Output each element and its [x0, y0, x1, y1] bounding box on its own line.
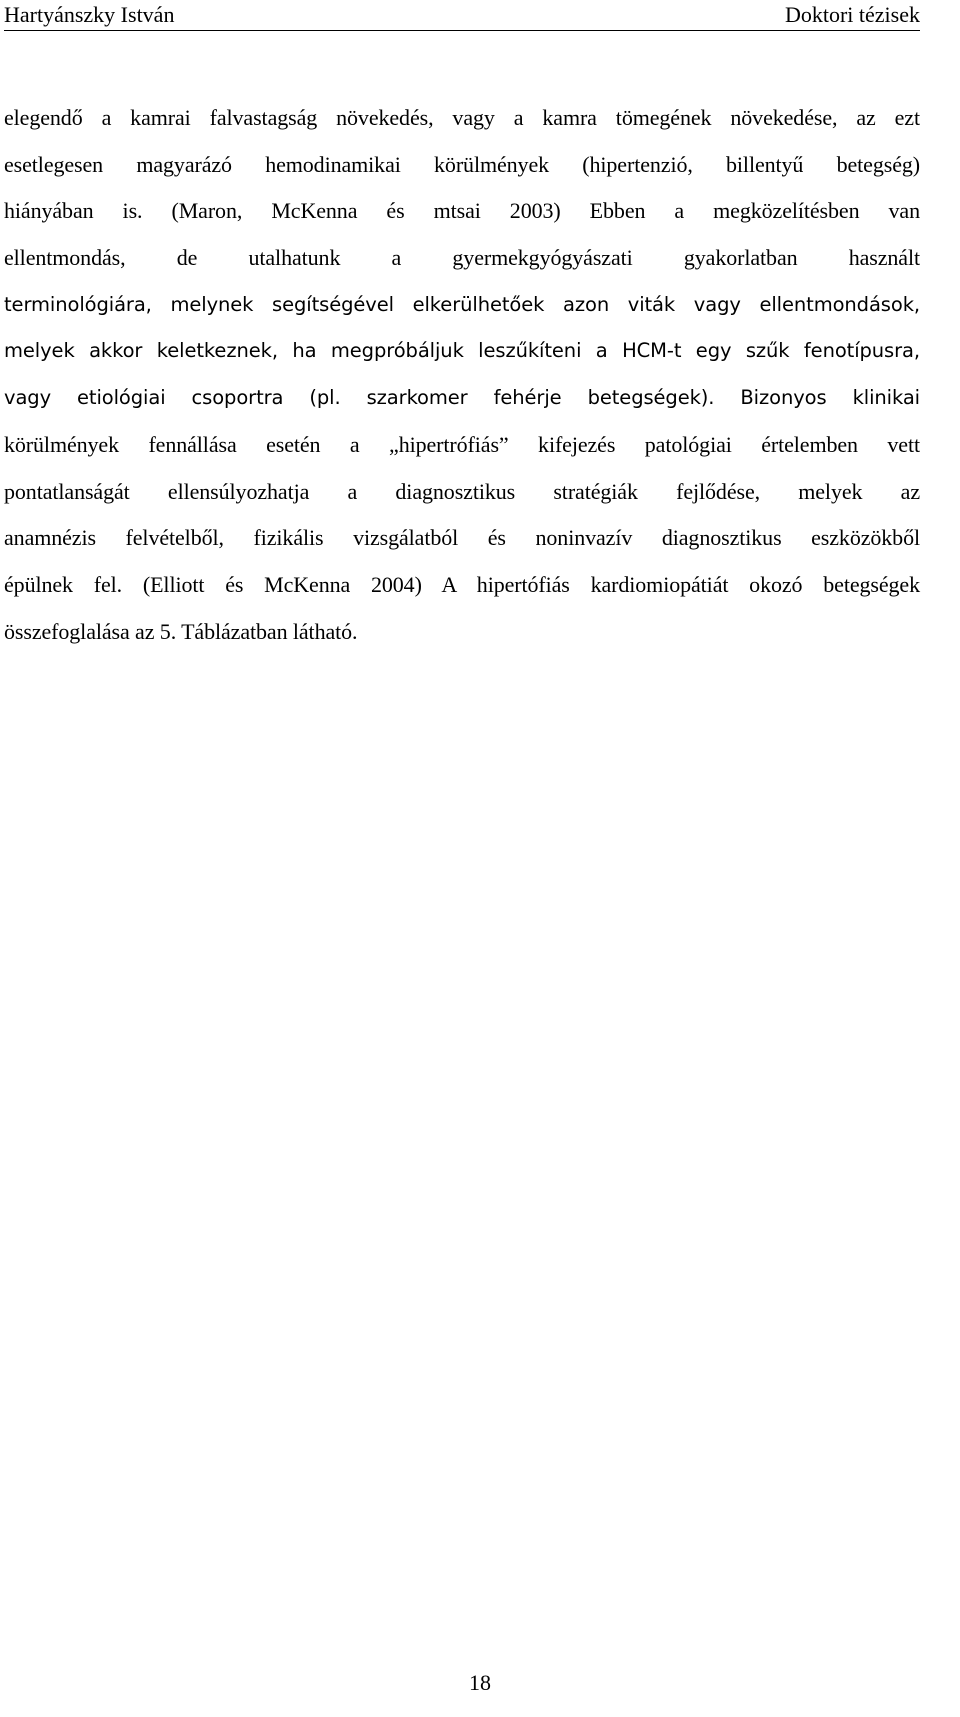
running-header	[4, 0, 920, 31]
paragraph-line: pontatlanságát ellensúlyozhatja a diagnosztikus stratégiák fejlődése, melyek az	[4, 478, 920, 504]
page-number: 18	[469, 1670, 491, 1695]
paragraph-line: elegendő a kamrai falvastagság növekedés, vagy a kamra tömegének növekedése, az ezt	[4, 105, 920, 130]
body-paragraph	[4, 101, 920, 661]
paragraph-line: anamnézis felvételből, fizikális vizsgálatból és noninvazív diagnosztikus eszközökből	[4, 525, 920, 551]
paragraph-line: ellentmondás, de utalhatunk a gyermekgyógyászati gyakorlatban használt	[4, 245, 920, 271]
header-document-type: Doktori tézisek	[784, 2, 920, 27]
paragraph-line: épülnek fel. (Elliott és McKenna 2004) A hipertófiás kardiomiopátiát okozó betegségek	[4, 571, 920, 597]
paragraph-line: esetlegesen magyarázó hemodinamikai körülmények (hipertenzió, billentyű betegség)	[4, 151, 920, 177]
paragraph-line: körülmények fennállása esetén a „hipertrófiás” kifejezés patológiai értelemben vett	[4, 431, 920, 457]
paragraph-line: vagy etiológiai csoportra (pl. szarkomer fehérje betegségek). Bizonyos klinikai	[4, 386, 920, 410]
paragraph-line: terminológiára, melynek segítségével elkerülhetőek azon viták vagy ellentmondások,	[4, 292, 920, 316]
paragraph-line: hiányában is. (Maron, McKenna és mtsai 2003) Ebben a megközelítésben van	[4, 198, 920, 224]
header-author: Hartyánszky István	[4, 2, 175, 27]
paragraph-line: összefoglalása az 5. Táblázatban látható.	[4, 618, 358, 644]
paragraph-line: melyek akkor keletkeznek, ha megpróbáljuk leszűkíteni a HCM-t egy szűk fenotípusra,	[4, 339, 920, 363]
